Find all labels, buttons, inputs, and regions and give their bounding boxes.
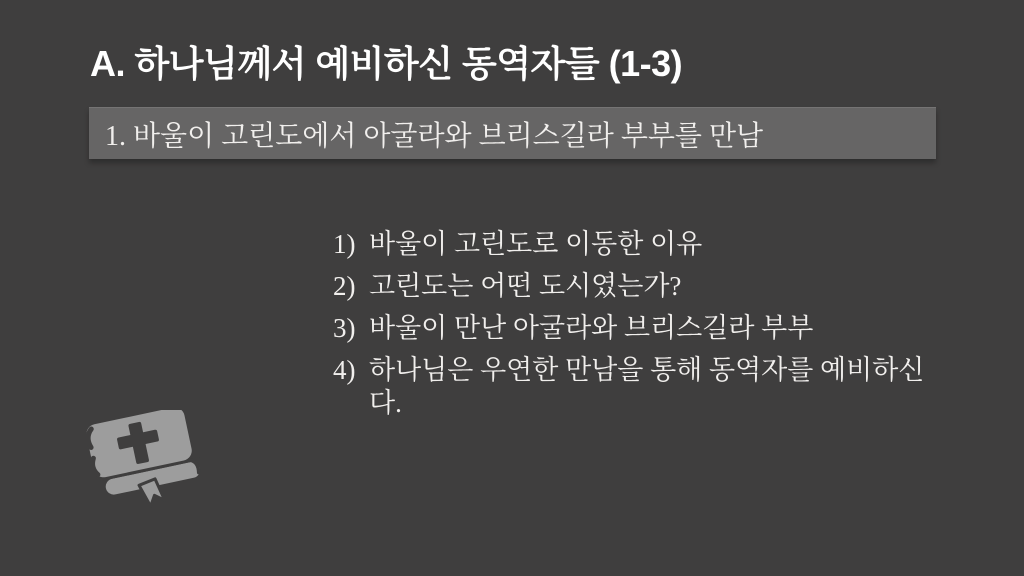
bible-book-icon [80,410,216,520]
list-item-number: 3) [333,313,356,343]
list-item [333,270,947,303]
list-item-text: 바울이 고린도로 이동한 이유 [369,229,703,259]
section-header-bar [89,107,936,159]
list-item-text: 바울이 만난 아굴라와 브리스길라 부부 [369,313,814,343]
points-list [333,228,947,429]
slide-title: A. 하나님께서 예비하신 동역자들 (1-3) [90,43,683,84]
list-item-text: 하나님은 우연한 만남을 통해 동역자를 예비하신다. [369,355,925,418]
list-item-number: 1) [333,229,356,259]
list-item [333,312,947,345]
list-item-number: 4) [333,355,356,385]
list-item-number: 2) [333,271,356,301]
list-item-text: 고린도는 어떤 도시였는가? [369,271,682,301]
list-item [333,228,947,261]
section-header-text: 1. 바울이 고린도에서 아굴라와 브리스길라 부부를 만남 [105,120,764,152]
list-item [333,354,947,420]
